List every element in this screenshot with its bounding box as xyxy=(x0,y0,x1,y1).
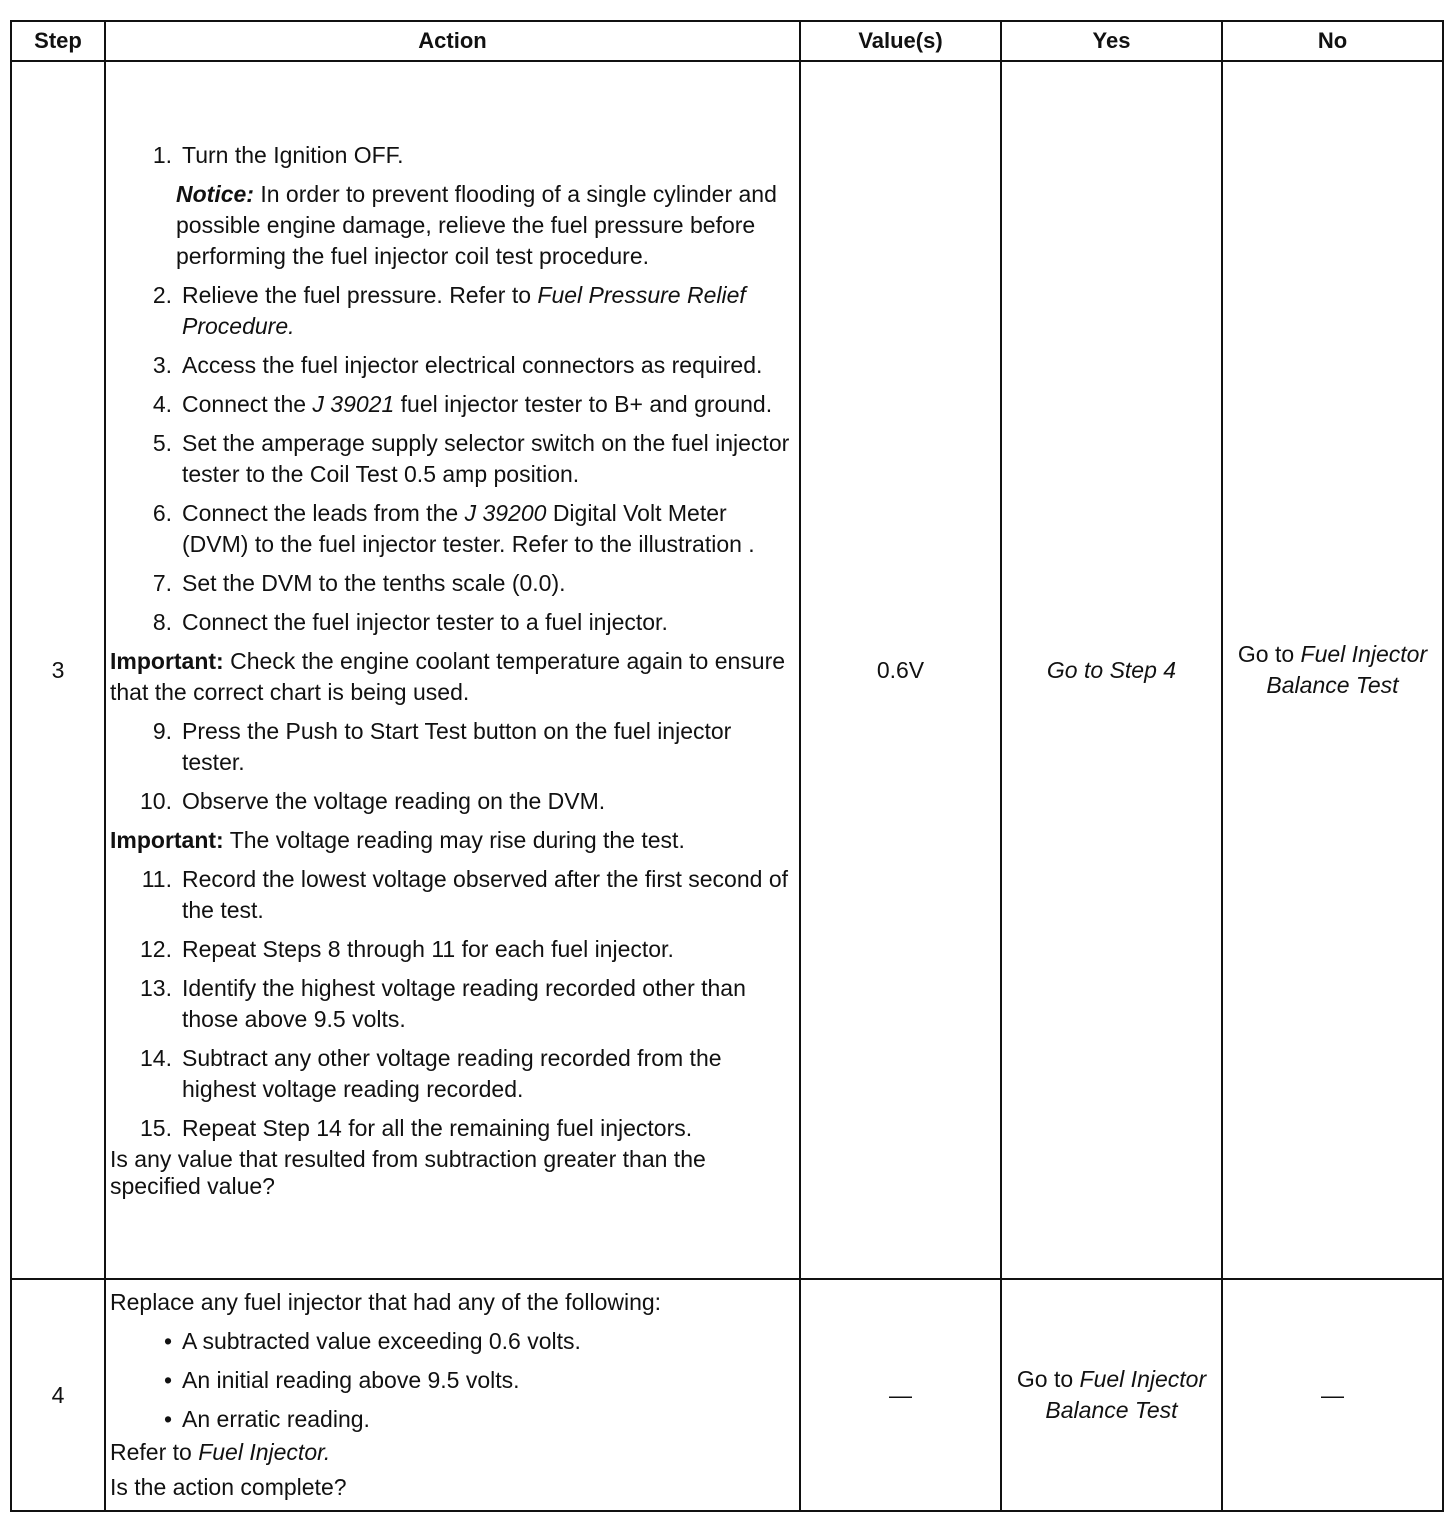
diagnostic-table xyxy=(10,20,1444,1512)
tool-reference: J 39021 xyxy=(312,391,395,417)
header-no: No xyxy=(1222,21,1443,61)
list-item: 9. Press the Push to Start Test button on the fuel injector tester. xyxy=(152,718,732,775)
question: Is the action complete? xyxy=(110,1474,347,1500)
list-item: • An erratic reading. xyxy=(110,1404,791,1435)
list-item: • An initial reading above 9.5 volts. xyxy=(110,1365,791,1396)
table-row-step-3 xyxy=(11,61,1443,1279)
list-item: 8. Connect the fuel injector tester to a fuel injector. xyxy=(152,609,668,635)
refer-line: Refer to Fuel Injector. xyxy=(110,1439,331,1465)
bullet-icon: • xyxy=(163,1328,172,1354)
action-intro: Replace any fuel injector that had any of the following: xyxy=(110,1289,662,1315)
list-item: 10. Observe the voltage reading on the DVM. xyxy=(140,788,606,814)
no-cell: Go to Fuel Injector Balance Test xyxy=(1222,61,1443,1279)
action-cell xyxy=(105,61,800,1279)
list-item: 6. Connect the leads from the J 39200 Digital Volt Meter (DVM) to the fuel injector tester. Refer to the illustration . xyxy=(152,500,755,557)
procedure-reference: Fuel Injector. xyxy=(198,1439,331,1465)
tool-reference: J 39200 xyxy=(464,500,547,526)
no-cell: — xyxy=(1222,1279,1443,1511)
list-item: 3. Access the fuel injector electrical connectors as required. xyxy=(152,352,763,378)
list-item: 1. Turn the Ignition OFF. xyxy=(152,142,404,168)
important-note: Important: Check the engine coolant temperature again to ensure that the correct chart is being used. xyxy=(110,648,786,705)
notice: Notice: In order to prevent flooding of a single cylinder and possible engine damage, relieve the fuel pressure before performing the fuel injector coil test procedure. xyxy=(176,181,777,269)
header-row xyxy=(11,21,1443,61)
header-step: Step xyxy=(11,21,105,61)
yes-cell: Go to Step 4 xyxy=(1001,61,1222,1279)
list-item: • A subtracted value exceeding 0.6 volts. xyxy=(110,1326,791,1357)
table-row-step-4 xyxy=(11,1279,1443,1511)
yes-cell: Go to Fuel Injector Balance Test xyxy=(1001,1279,1222,1511)
list-item: 14. Subtract any other voltage reading recorded from the highest voltage reading recorded. xyxy=(140,1045,722,1102)
value-cell: 0.6V xyxy=(800,61,1001,1279)
list-item: 2. Relieve the fuel pressure. Refer to Fuel Pressure Relief Procedure. xyxy=(152,282,746,339)
list-item: 7. Set the DVM to the tenths scale (0.0). xyxy=(152,570,566,596)
procedure-reference: Fuel Injector Balance Test xyxy=(1045,1366,1207,1423)
question: Is any value that resulted from subtraction greater than the specified value? xyxy=(110,1146,706,1199)
value-cell: — xyxy=(800,1279,1001,1511)
list-item: 4. Connect the J 39021 fuel injector tester to B+ and ground. xyxy=(152,391,773,417)
list-item: 15. Repeat Step 14 for all the remaining fuel injectors. xyxy=(140,1115,693,1141)
procedure-reference: Fuel Pressure Relief Procedure. xyxy=(182,282,746,339)
important-note: Important: The voltage reading may rise during the test. xyxy=(110,827,685,853)
notice-label: Notice: xyxy=(176,181,254,207)
header-action: Action xyxy=(105,21,800,61)
step-number: 3 xyxy=(11,61,105,1279)
procedure-reference: Fuel Injector Balance Test xyxy=(1266,641,1428,698)
list-item: 11. Record the lowest voltage observed after the first second of the test. xyxy=(141,866,788,923)
action-cell xyxy=(105,1279,800,1511)
header-values: Value(s) xyxy=(800,21,1001,61)
bullet-icon: • xyxy=(163,1367,172,1393)
bullet-icon: • xyxy=(163,1406,172,1432)
list-item: 13. Identify the highest voltage reading recorded other than those above 9.5 volts. xyxy=(140,975,746,1032)
step-number: 4 xyxy=(11,1279,105,1511)
list-item: 5. Set the amperage supply selector switch on the fuel injector tester to the Coil Test 0.5 amp position. xyxy=(152,430,790,487)
header-yes: Yes xyxy=(1001,21,1222,61)
list-item: 12. Repeat Steps 8 through 11 for each fuel injector. xyxy=(140,936,674,962)
